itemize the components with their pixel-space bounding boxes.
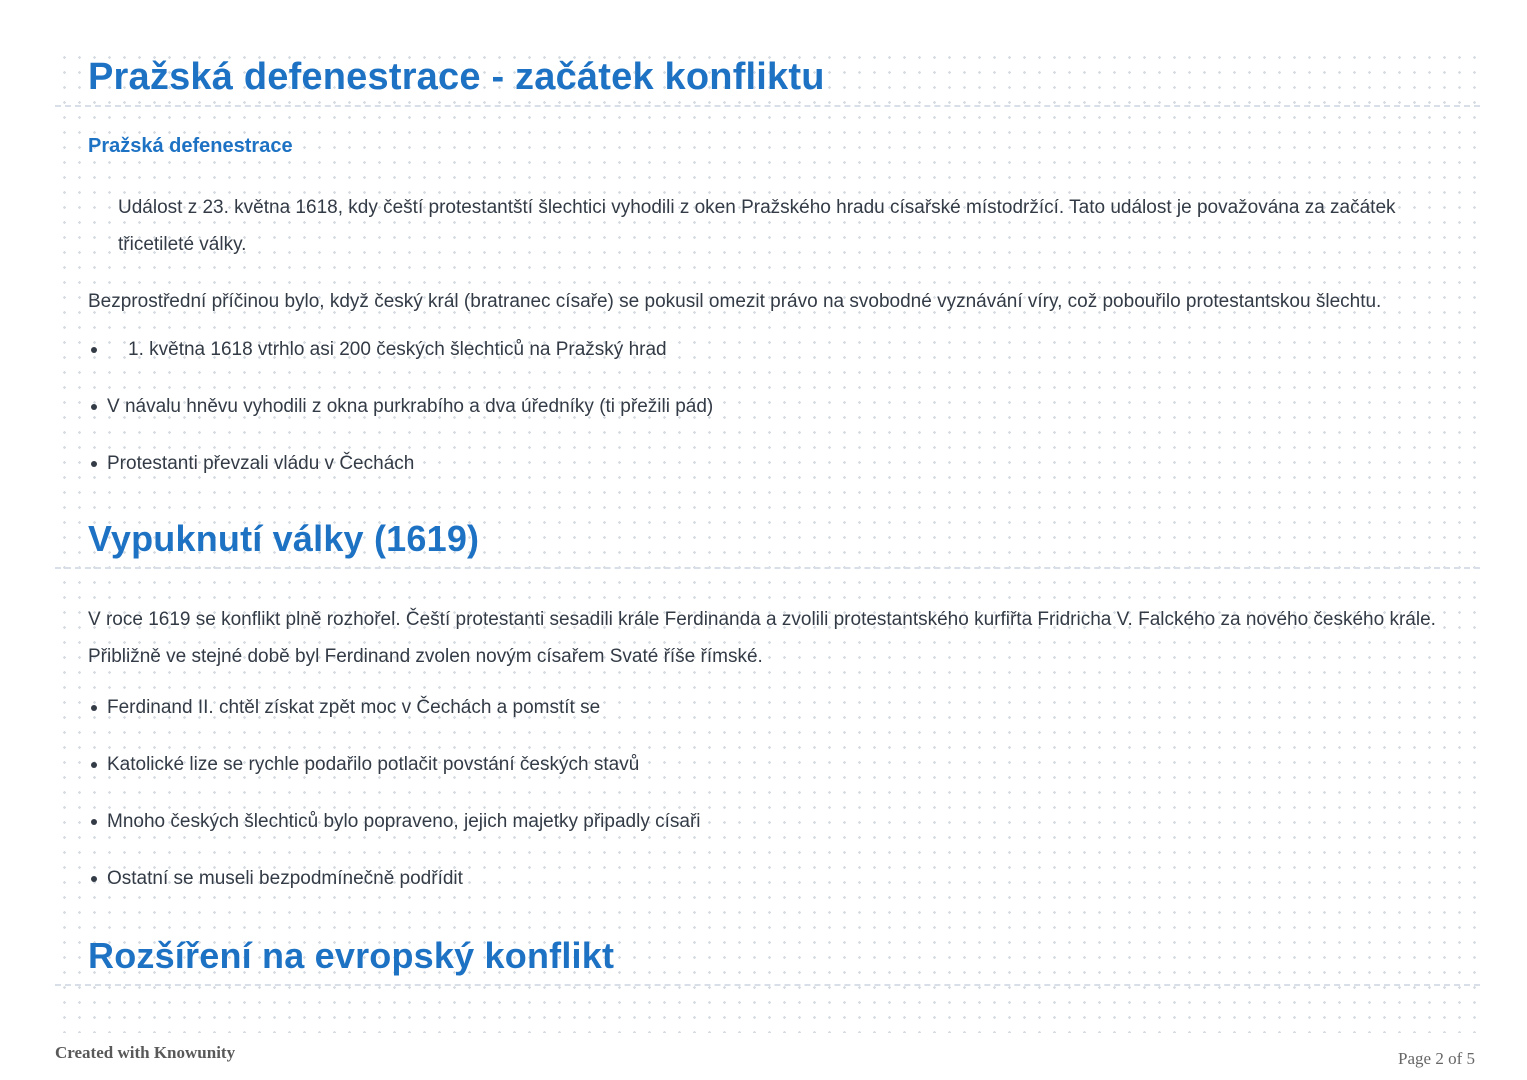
outbreak-paragraph: V roce 1619 se konflikt plně rozhořel. Čeští protestanti sesadili krále Ferdinanda a zvolili protestantského kurfiřta Fridricha V. Falckého za nového českého krále. Přibližně ve stejné době byl Ferdinand zvolen novým císařem Svaté říše římské.	[88, 609, 1436, 667]
list-item: Katolické lize se rychle podařilo potlačit povstání českých stavů	[88, 750, 1450, 780]
outbreak-heading-block	[55, 517, 1480, 569]
definition-paragraph: Událost z 23. května 1618, kdy čeští protestantští šlechtici vyhodili z oken Pražského hradu císařské místodržící. Tato událost je považována za začátek třicetileté války.	[118, 197, 1396, 255]
expansion-heading-block	[55, 934, 1480, 986]
list-item: Protestanti převzali vládu v Čechách	[88, 449, 1450, 479]
list-item: Ostatní se museli bezpodmínečně podřídit	[88, 864, 1450, 894]
section-heading-outbreak: Vypuknutí války (1619)	[88, 518, 480, 559]
footer-credit: Created with Knowunity	[55, 1043, 236, 1062]
subheading-prazska-defenestrace: Pražská defenestrace	[88, 135, 293, 157]
list-item: 1. května 1618 vtrhlo asi 200 českých šlechticů na Pražský hrad	[88, 335, 1450, 365]
list-item: Mnoho českých šlechticů bylo popraveno, jejich majetky připadly císaři	[88, 807, 1450, 837]
note-page	[55, 48, 1480, 1033]
list-item: Ferdinand II. chtěl získat zpět moc v Čechách a pomstít se	[88, 693, 1450, 723]
title-block	[55, 54, 1480, 107]
list-item: V návalu hněvu vyhodili z okna purkrabího a dva úředníky (ti přežili pád)	[88, 392, 1450, 422]
section-heading-expansion: Rozšíření na evropský konflikt	[88, 935, 615, 976]
page-title: Pražská defenestrace - začátek konfliktu	[88, 56, 825, 98]
outbreak-list	[88, 693, 1450, 894]
cause-paragraph: Bezprostřední příčinou bylo, když český král (bratranec císaře) se pokusil omezit právo na svobodné vyznávání víry, což pobouřilo protestantskou šlechtu.	[88, 291, 1382, 312]
defenestration-list	[88, 335, 1450, 479]
footer-page-number: Page 2 of 5	[1398, 1049, 1475, 1068]
